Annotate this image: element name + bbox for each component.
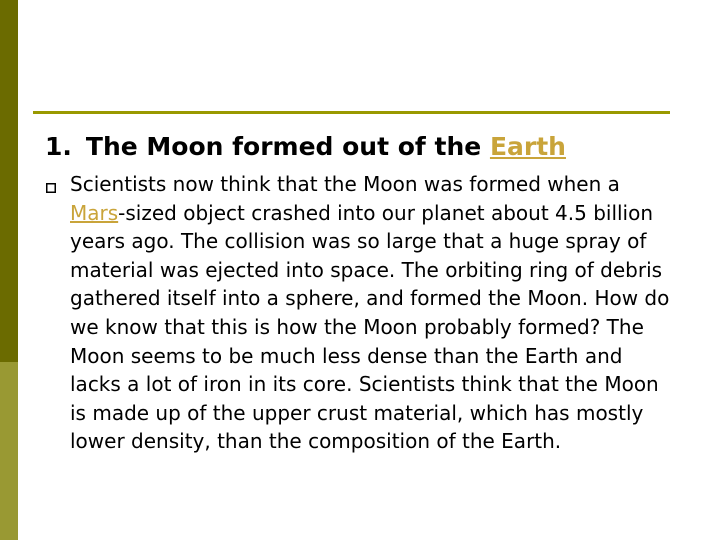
title-text: The Moon formed out of the bbox=[85, 132, 490, 161]
earth-link[interactable]: Earth bbox=[489, 132, 566, 161]
slide-title bbox=[45, 131, 566, 163]
title-number: 1. bbox=[45, 132, 72, 161]
bullet-text bbox=[70, 170, 670, 456]
bullet-text-rest: -sized object crashed into our planet about 4.5 billion years ago. The collision was so large that a huge spray of material was ejected into space. The orbiting ring of debris gathered itself into a sphere, and formed the Moon. How do we know that this is how the Moon probably formed? The Moon seems to be much less dense than the Earth and lacks a lot of iron in its core. Scientists think that the Moon is made up of the upper crust material, which has mostly lower density, than the composition of the Earth. bbox=[70, 200, 670, 454]
sidebar-accent-bottom bbox=[0, 362, 18, 540]
title-divider bbox=[33, 111, 670, 114]
bullet-text-start: Scientists now think that the Moon was formed when a bbox=[70, 172, 620, 196]
sidebar-accent-top bbox=[0, 0, 18, 362]
mars-link[interactable]: Mars bbox=[70, 200, 119, 225]
bullet-square-icon bbox=[46, 183, 56, 193]
